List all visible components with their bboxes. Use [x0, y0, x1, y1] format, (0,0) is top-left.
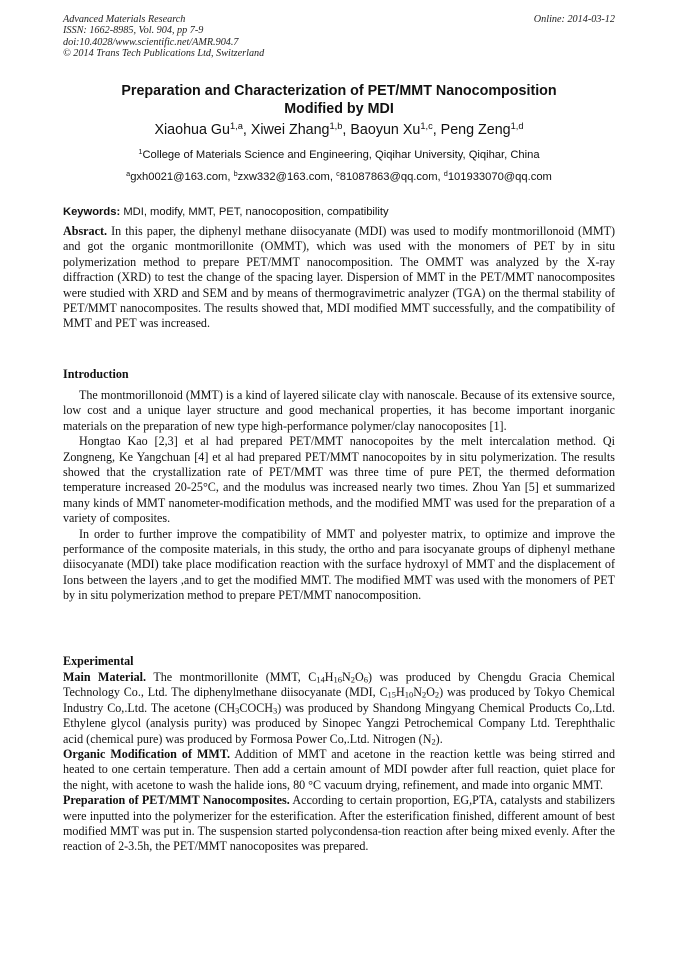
- title-line-2: Modified by MDI: [284, 101, 394, 117]
- email[interactable]: $^d$101933070@qq.com: [443, 169, 552, 183]
- issn-line: ISSN: 1662-8985, Vol. 904, pp 7-9: [63, 25, 204, 37]
- doi-line: doi:10.4028/www.scientific.net/AMR.904.7: [63, 36, 239, 48]
- email[interactable]: $^a$gxh0021@163.com: [126, 169, 228, 183]
- intro-paragraph-3: In order to further improve the compatibility of MMT and polyester matrix, to optimize and improve the performance of the composite materials, in this study, the ortho and para isocyanate groups of diphenyl methane diisocyanate (MDI) take place modification reaction with the surface hydroxyl of MMT and the displacement of Ions between the layers ,and to get the modified MMT. The modified MMT was used with the monomers of PET by in situ polymerization method to prepare PET/MMT nanocomposition.: [63, 526, 615, 603]
- intro-paragraph-2: Hongtao Kao [2,3] et al had prepared PET/MMT nanocopoites by the melt intercalation method. Qi Zongneng, Ke Yangchuan [4] et al had prepared PET/MMT nanocopoites by in situ polymerization. The results showed that the crystallization rate of PET/MMT was three time of pure PET, the thermed deformation temperature increased 20-25°C, and the modulus was increased nearly two times. Zhou Yan [5] et summarized many kinds of MMT nanometer-modification methods, and the modified MMT was used for the preparation of a variety of composites.: [63, 434, 615, 526]
- journal-name: Advanced Materials Research: [63, 14, 186, 25]
- organic-modification-paragraph: Organic Modification of MMT. Addition of MMT and acetone in the reaction kettle was being stirred and heated to one certain temperature. Then add a certain amount of MDI powder after full reaction, quiet place for the night, with acetone to wash the halide ions, 80 °C vacuum drying, refinement, and made into organic MMT.: [63, 747, 616, 792]
- preparation-label: Preparation of PET/MMT Nanocomposites.: [63, 793, 290, 808]
- online-date: Online: 2014-03-12: [533, 14, 615, 25]
- abstract: [63, 224, 615, 332]
- title-line-1: Preparation and Characterization of PET/MMT Nanocomposition: [121, 83, 557, 99]
- experimental-body: [63, 670, 615, 855]
- copyright-line: © 2014 Trans Tech Publications Ltd, Switzerland: [63, 48, 265, 60]
- author: Baoyun Xu$^{1,c}$: [350, 120, 433, 138]
- email[interactable]: $^b$zxw332@163.com: [233, 169, 330, 183]
- journal-metadata: [63, 14, 264, 60]
- author-list: Xiaohua Gu$^{1,a}$, Xiwei Zhang$^{1,b}$, Baoyun Xu$^{1,c}$, Peng Zeng$^{1,d}$: [154, 120, 524, 138]
- email[interactable]: $^c$81087863@qq.com: [336, 169, 438, 183]
- abstract-label: Absract.: [63, 224, 107, 238]
- affiliation: $^1$College of Materials Science and Engineering, Qiqihar University, Qiqihar, China: [138, 147, 540, 161]
- introduction-body: [63, 388, 615, 604]
- main-material-label: Main Material.: [63, 670, 147, 684]
- introduction-heading: Introduction: [63, 367, 129, 381]
- intro-paragraph-1: The montmorillonoid (MMT) is a kind of layered silicate clay with nanoscale. Because of its extensive source, low cost and a unique layer structure and good mechanical properties, it has become important inorganic materials on the preparation of new type high-performance polymer/clay nanocoposites [1].: [63, 388, 615, 433]
- author: Xiaohua Gu$^{1,a}$: [154, 120, 243, 138]
- keywords-label: Keywords:: [63, 206, 121, 218]
- preparation-paragraph: Preparation of PET/MMT Nanocomposites. According to certain proportion, EG,PTA, catalysts and stabilizers were inputted into the polymerizer for the esterification. After the esterification finished, different amount of best modified MMT was put in. The suspension started polycondensa-tion reaction after being mixed evenly. After the reaction of 2-3.5h, the PET/MMT nanocoposites was prepared.: [63, 793, 615, 854]
- author: Xiwei Zhang$^{1,b}$: [250, 120, 343, 138]
- abstract-text: In this paper, the diphenyl methane diisocyanate (MDI) was used to modify montmorillonoid (MMT) and got the organic montmorillonite (OMMT), which was used with the monomers of PET by in situ polymerization method to prepare PET/MMT nanocomposition. The OMMT was analyzed by the X-ray diffraction (XRD) to test the change of the spacing layer. Dispersion of MMT in the PET/MMT nanocomposites were studied with XRD and SEM and by means of thermogravimetric analyzer (TGA) on the thermal stability of PET/MMT nanocomposites. The results showed that, MDI modified MMT successfully, and the compatibility of MMT and PET was increased.: [63, 224, 615, 331]
- keywords: [63, 206, 389, 218]
- email-list: $^a$gxh0021@163.com, $^b$zxw332@163.com, $^c$81087863@qq.com, $^d$101933070@qq.com: [126, 169, 552, 183]
- author: Peng Zeng$^{1,d}$: [440, 120, 524, 138]
- experimental-heading: Experimental: [63, 654, 134, 668]
- organic-modification-label: Organic Modification of MMT.: [63, 747, 231, 762]
- paper-title: [63, 82, 615, 118]
- main-material-paragraph: Main Material. The montmorillonite (MMT, $C_{14}H_{16}N_2O_6$) was produced by Chengdu Gracia Chemical Technology Co., Ltd. The diphenylmethane diisocyanate (MDI, $C_{15}H_{10}N_2O_2$) was produced by Tokyo Chemical Industry Co,.Ltd. The acetone $(CH_3COCH_3)$ was produced by Shandong Mingyang Chemical Products Co,.Ltd. Ethylene glycol (analysis purity) was produced by Sinopec Yangzi Petrochemical Company Ltd. Terephthalic acid (chemical pure) was produced by Formosa Power Co,.Ltd. Nitrogen $(N_2)$.: [63, 670, 616, 747]
- keywords-text: MDI, modify, MMT, PET, nanocoposition, compatibility: [123, 206, 389, 218]
